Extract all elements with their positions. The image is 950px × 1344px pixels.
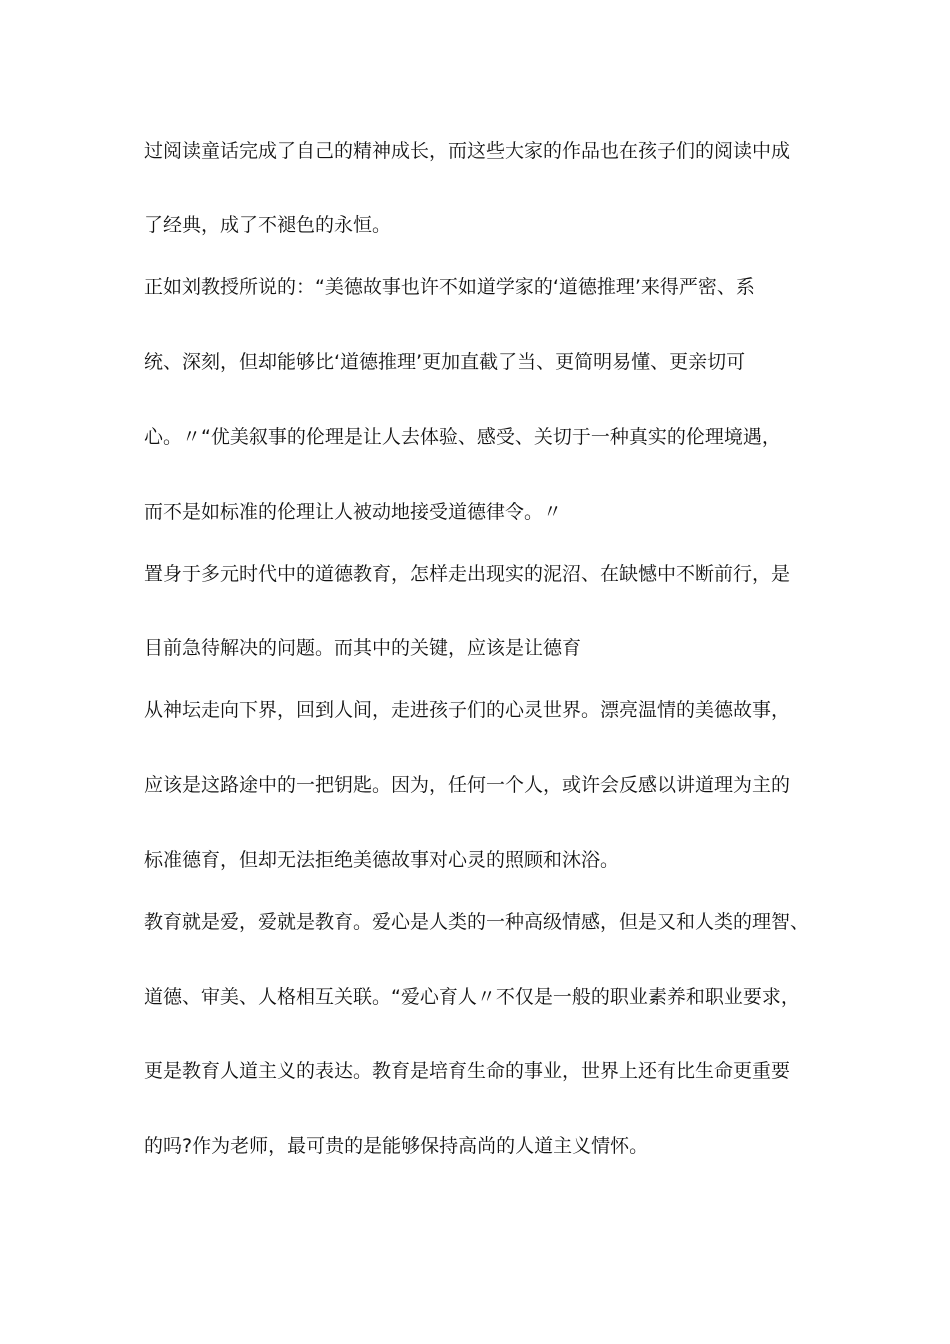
text-line: 而不是如标准的伦理让人被动地接受道德律令。〃 xyxy=(144,501,563,523)
text-line: 过阅读童话完成了自己的精神成长，而这些大家的作品也在孩子们的阅读中成 xyxy=(144,140,791,162)
text-line: 心。〃“优美叙事的伦理是让人去体验、感受、关切于一种真实的伦理境遇， xyxy=(144,426,781,448)
text-line: 道德、审美、人格相互关联。“爱心育人〃不仅是一般的职业素养和职业要求， xyxy=(144,986,800,1008)
text-line: 目前急待解决的问题。而其中的关键，应该是让德育 xyxy=(144,637,582,659)
text-line: 正如刘教授所说的：“美德故事也许不如道学家的‘道德推理’来得严密、系 xyxy=(144,276,755,298)
text-line: 应该是这路途中的一把钥匙。因为，任何一个人，或许会反感以讲道理为主的 xyxy=(144,774,791,796)
text-line: 标准德育，但却无法拒绝美德故事对心灵的照顾和沐浴。 xyxy=(144,849,620,871)
text-line: 教育就是爱，爱就是教育。爱心是人类的一种高级情感，但是又和人类的理智、 xyxy=(144,911,810,933)
text-line: 置身于多元时代中的道德教育，怎样走出现实的泥沼、在缺憾中不断前行，是 xyxy=(144,563,791,585)
text-line: 了经典，成了不褪色的永恒。 xyxy=(144,214,392,236)
text-line: 的吗?作为老师，最可贵的是能够保持高尚的人道主义情怀。 xyxy=(144,1135,649,1157)
text-line: 更是教育人道主义的表达。教育是培育生命的事业，世界上还有比生命更重要 xyxy=(144,1060,791,1082)
text-line: 统、深刻，但却能够比‘道德推理’更加直截了当、更简明易懂、更亲切可 xyxy=(144,351,746,373)
text-line: 从神坛走向下界，回到人间，走进孩子们的心灵世界。漂亮温情的美德故事， xyxy=(144,699,791,721)
